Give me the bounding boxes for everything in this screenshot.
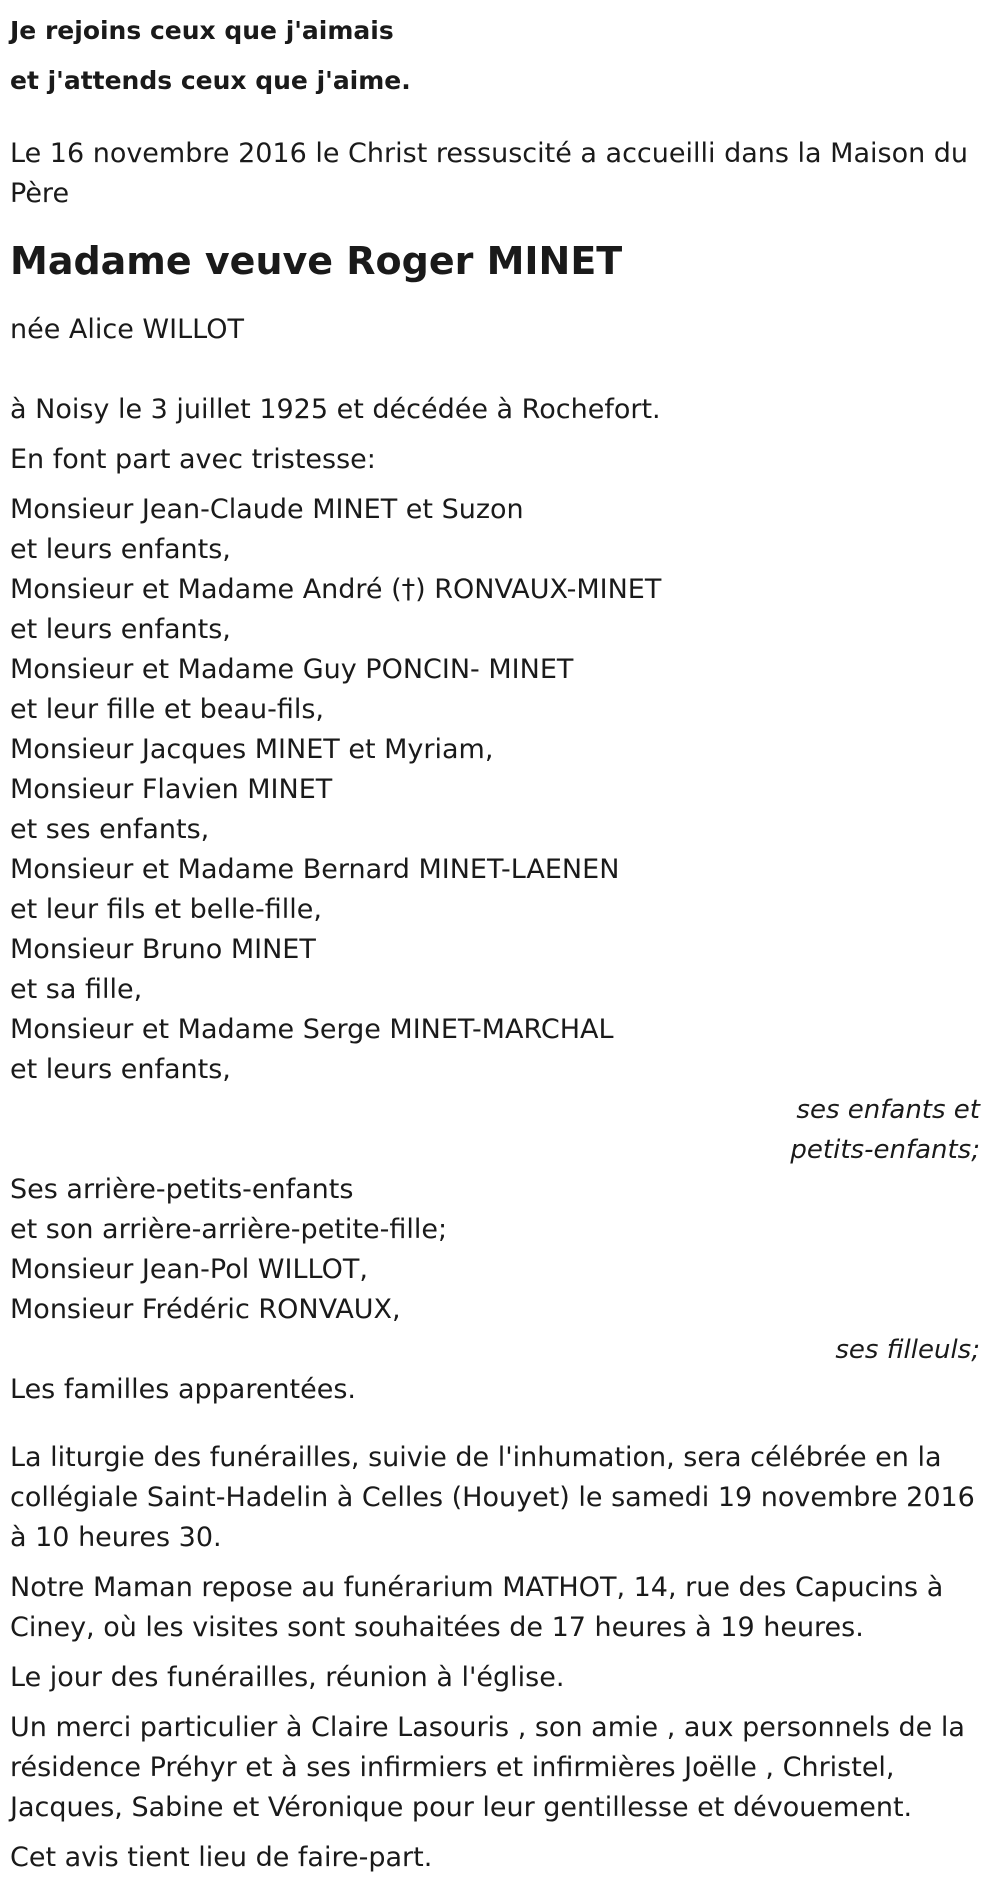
- list-item: Monsieur et Madame Bernard MINET-LAENEN: [10, 854, 620, 885]
- list-item: Monsieur Bruno MINET: [10, 934, 316, 965]
- list-item: et leurs enfants,: [10, 534, 231, 565]
- list-item: Monsieur Frédéric RONVAUX,: [10, 1294, 401, 1325]
- list-item: et leurs enfants,: [10, 1054, 231, 1085]
- birth-death-text: à Noisy le 3 juillet 1925 et décédée à Rochefort.: [10, 394, 661, 425]
- godchildren-label: ses filleuls;: [835, 1335, 980, 1365]
- list-item: et son arrière-arrière-petite-fille;: [10, 1214, 448, 1245]
- great-grandchildren-list: [10, 1170, 990, 1330]
- list-item: Monsieur Flavien MINET: [10, 774, 333, 805]
- announcement-text: Le 16 novembre 2016 le Christ ressuscité a accueilli dans la Maison du Père: [10, 138, 969, 209]
- deceased-name: Madame veuve Roger MINET: [10, 239, 623, 283]
- list-item: Monsieur et Madame André (†) RONVAUX-MINET: [10, 574, 662, 605]
- list-item: et leurs enfants,: [10, 614, 231, 645]
- thanks-text: Un merci particulier à Claire Lasouris , son amie , aux personnels de la résidence Préhyr et à ses infirmiers et infirmières Joëlle , Christel, Jacques, Sabine et Véronique pour leur gentillesse et dévouement.: [10, 1712, 965, 1823]
- liturgy-text: La liturgie des funérailles, suivie de l'inhumation, sera célébrée en la collégiale Saint-Hadelin à Celles (Houyet) le samedi 19 novembre 2016 à 10 heures 30.: [10, 1442, 975, 1553]
- children-label-line-1: ses enfants et: [796, 1095, 980, 1125]
- list-item: Ses arrière-petits-enfants: [10, 1174, 354, 1205]
- list-item: Monsieur et Madame Serge MINET-MARCHAL: [10, 1014, 614, 1045]
- families-text: Les familles apparentées.: [10, 1374, 357, 1405]
- list-item: et leur fils et belle-fille,: [10, 894, 322, 925]
- list-item: Monsieur Jean-Pol WILLOT,: [10, 1254, 368, 1285]
- intro-text: En font part avec tristesse:: [10, 444, 376, 475]
- children-list: [10, 490, 990, 1090]
- list-item: et sa fille,: [10, 974, 143, 1005]
- list-item: Monsieur et Madame Guy PONCIN- MINET: [10, 654, 574, 685]
- maiden-name: née Alice WILLOT: [10, 314, 244, 345]
- list-item: Monsieur Jacques MINET et Myriam,: [10, 734, 494, 765]
- list-item: et ses enfants,: [10, 814, 210, 845]
- list-item: Monsieur Jean-Claude MINET et Suzon: [10, 494, 524, 525]
- meeting-text: Le jour des funérailles, réunion à l'église.: [10, 1662, 565, 1693]
- funerarium-text: Notre Maman repose au funérarium MATHOT, 14, rue des Capucins à Ciney, où les visites sont souhaitées de 17 heures à 19 heures.: [10, 1572, 944, 1643]
- quote-line-2: et j'attends ceux que j'aime.: [10, 66, 411, 95]
- quote-line-1: Je rejoins ceux que j'aimais: [10, 16, 394, 45]
- list-item: et leur fille et beau-fils,: [10, 694, 324, 725]
- closing-text: Cet avis tient lieu de faire-part.: [10, 1842, 433, 1873]
- children-label-line-2: petits-enfants;: [790, 1135, 980, 1165]
